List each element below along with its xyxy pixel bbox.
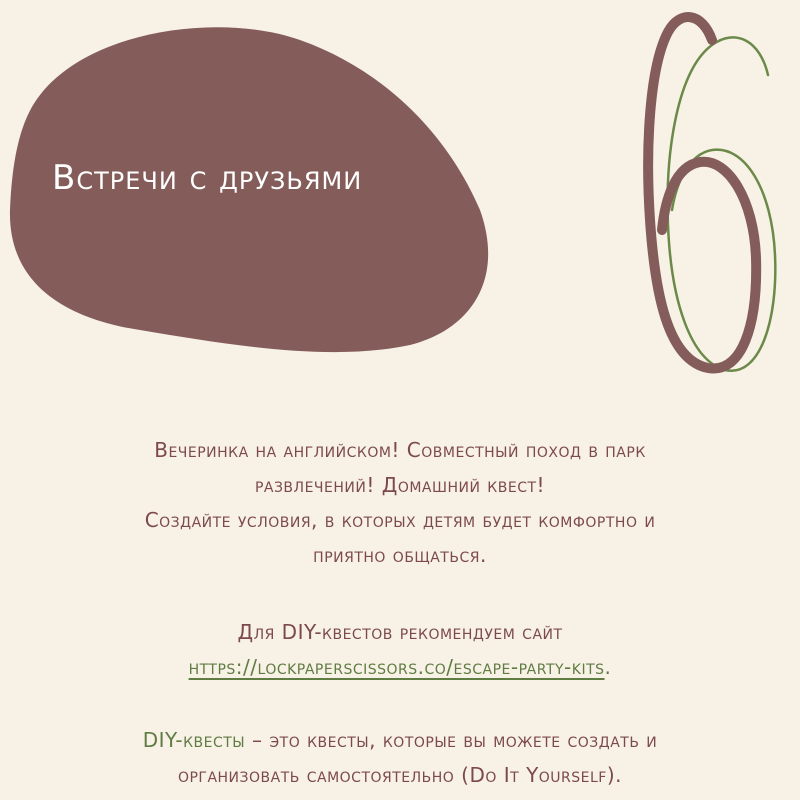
paragraph-activities (40, 433, 760, 573)
paragraph-line: Для DIY-квестов рекомендуем сайт (237, 620, 563, 644)
number-six-green-stroke (668, 37, 776, 370)
paragraph-recommendation (40, 615, 760, 685)
number-six-brown-stroke (648, 17, 756, 368)
link-period: . (604, 655, 612, 679)
slide-title: Встречи с друзьями (52, 158, 363, 198)
paragraph-line (40, 723, 760, 758)
paragraph-diy-definition (40, 723, 760, 793)
paragraph-line: Вечеринка на английском! Совместный поход в парк (154, 438, 646, 462)
diy-term: DIY-квесты (142, 728, 246, 752)
escape-party-kits-link[interactable]: https://lockpaperscissors.co/escape-party-kits (188, 655, 605, 679)
paragraph-line: приятно общаться. (313, 543, 487, 567)
paragraph-line: развлечений! Домашний квест! (254, 473, 546, 497)
diy-definition-text: – это квесты, которые вы можете создать и (245, 728, 658, 752)
paragraph-line: организовать самостоятельно (Do It Yourself). (177, 763, 623, 787)
paragraph-line (40, 650, 760, 685)
paragraph-line: Создайте условия, в которых детям будет комфортно и (144, 508, 656, 532)
